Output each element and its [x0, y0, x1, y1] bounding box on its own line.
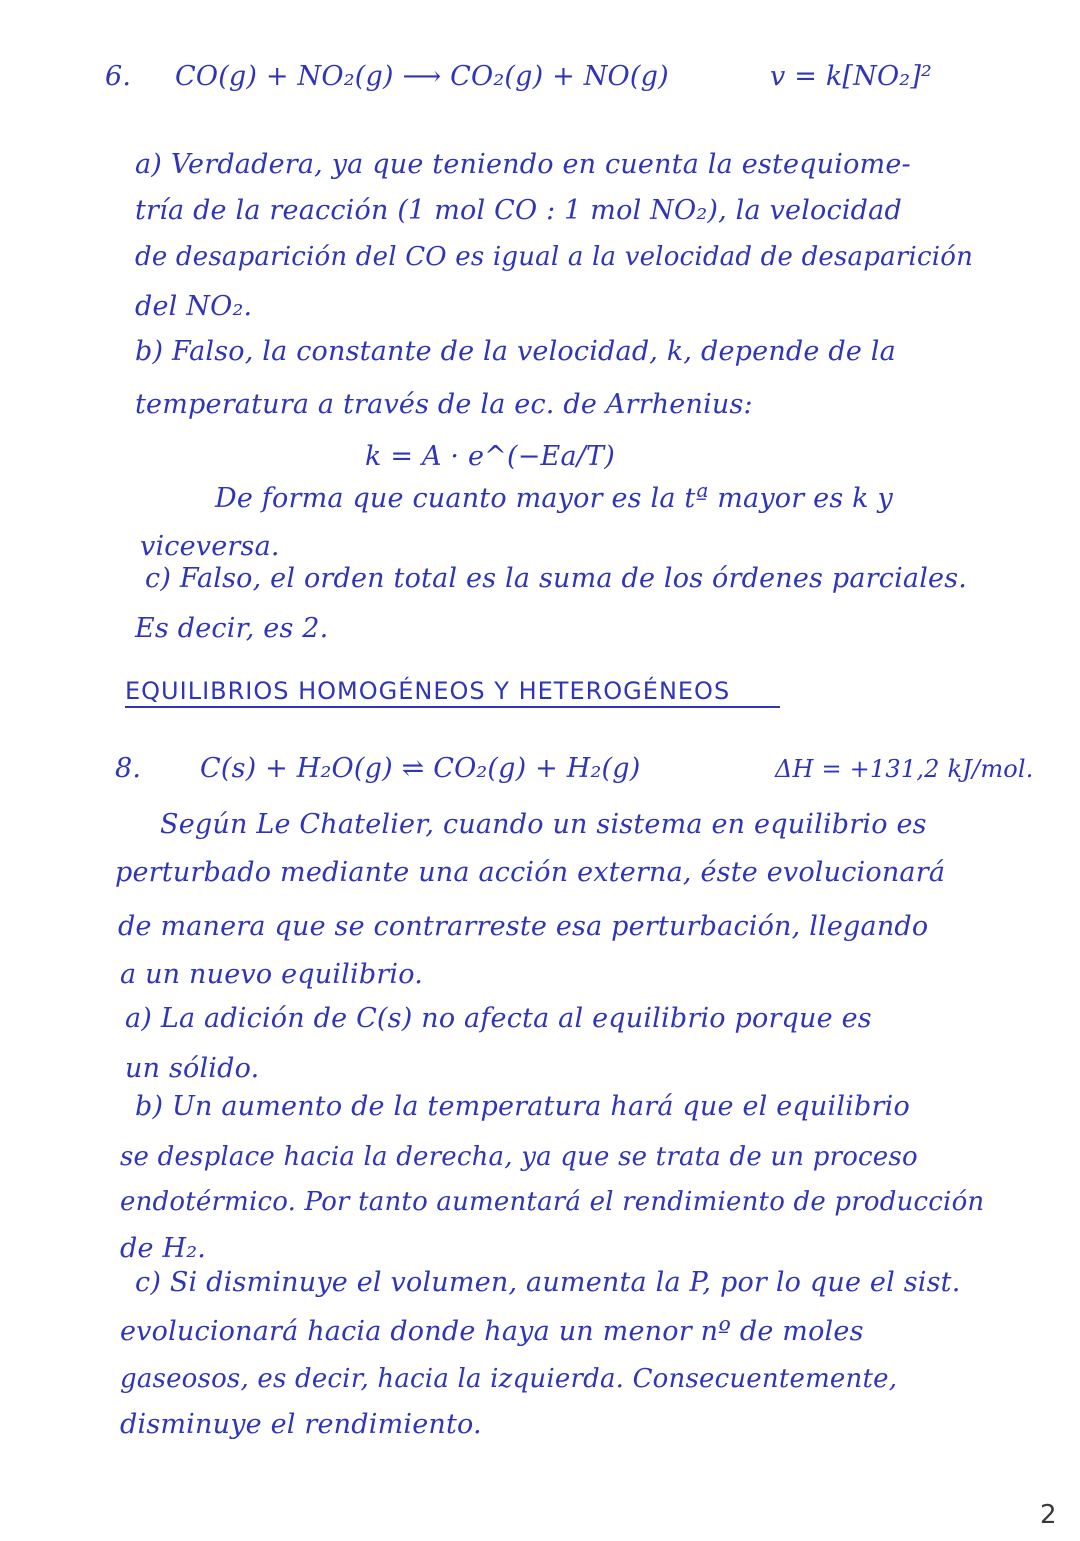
q8-line-11: c) Si disminuye el volumen, aumenta la P, por lo que el sist. [135, 1267, 961, 1298]
q8-line-14: disminuye el rendimiento. [120, 1409, 482, 1440]
section-underline [125, 706, 780, 708]
q8-line-12: evolucionará hacia donde haya un menor nº de moles [120, 1316, 864, 1347]
q6-line-3: de desaparición del CO es igual a la velocidad de desaparición [135, 242, 974, 272]
q6-equation: CO(g) + NO₂(g) ⟶ CO₂(g) + NO(g) [175, 61, 669, 92]
q6-line-8: De forma que cuanto mayor es la tª mayor es k y [215, 483, 893, 514]
q8-line-9: endotérmico. Por tanto aumentará el rendimiento de producción [120, 1187, 985, 1217]
q6-rate-law: v = k[NO₂]² [770, 61, 933, 92]
q8-line-6: un sólido. [125, 1053, 260, 1084]
arrhenius-formula: k = A · e^(−Ea/T) [365, 441, 615, 472]
q8-line-2: perturbado mediante una acción externa, éste evolucionará [115, 857, 946, 888]
q6-number: 6. [105, 61, 132, 92]
q8-line-5: a) La adición de C(s) no afecta al equilibrio porque es [125, 1003, 872, 1034]
q6-line-4: del NO₂. [135, 291, 253, 322]
q8-number: 8. [115, 753, 142, 784]
q8-line-13: gaseosos, es decir, hacia la izquierda. Consecuentemente, [120, 1364, 898, 1394]
q8-line-10: de H₂. [120, 1233, 206, 1264]
q6-line-9: viceversa. [140, 531, 280, 562]
section-title: EQUILIBRIOS HOMOGÉNEOS Y HETEROGÉNEOS [125, 677, 731, 705]
q8-enthalpy: ΔH = +131,2 kJ/mol. [775, 755, 1034, 783]
page-number: 2 [1040, 1500, 1057, 1530]
q6-line-10: c) Falso, el orden total es la suma de los órdenes parciales. [145, 563, 968, 594]
q8-line-7: b) Un aumento de la temperatura hará que el equilibrio [135, 1091, 910, 1122]
q6-line-6: temperatura a través de la ec. de Arrhenius: [135, 389, 753, 420]
q8-line-1: Según Le Chatelier, cuando un sistema en equilibrio es [160, 809, 927, 840]
q6-line-2: tría de la reacción (1 mol CO : 1 mol NO₂), la velocidad [135, 195, 902, 226]
q8-line-4: a un nuevo equilibrio. [120, 959, 424, 990]
q6-line-1: a) Verdadera, ya que teniendo en cuenta la estequiome- [135, 149, 911, 180]
q8-equation: C(s) + H₂O(g) ⇌ CO₂(g) + H₂(g) [200, 753, 641, 784]
q6-line-11: Es decir, es 2. [135, 613, 329, 644]
q8-line-3: de manera que se contrarreste esa perturbación, llegando [118, 911, 929, 942]
q8-line-8: se desplace hacia la derecha, ya que se trata de un proceso [120, 1142, 918, 1172]
q6-line-5: b) Falso, la constante de la velocidad, k, depende de la [135, 336, 896, 367]
